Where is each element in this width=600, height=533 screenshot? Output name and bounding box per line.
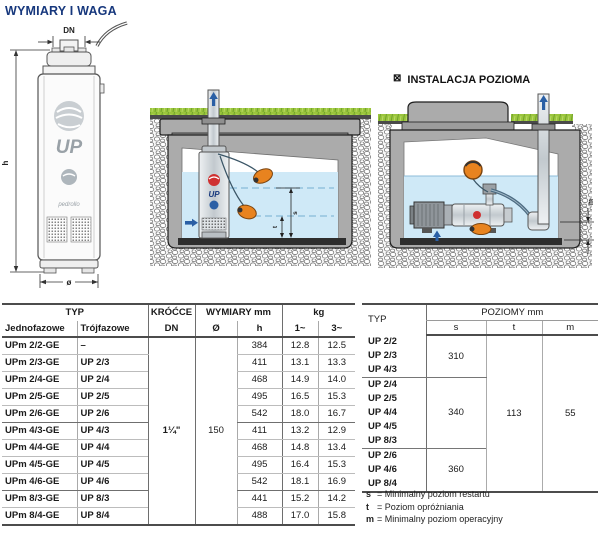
horizontal-installation-diagram	[378, 90, 600, 272]
page-title: WYMIARY I WAGA	[5, 4, 117, 18]
table-row: UPm 2/5-GE UP 2/5 495 16.5 15.3	[2, 389, 355, 406]
col-header-1ph: 1~	[282, 321, 318, 337]
t-label: t	[272, 225, 279, 229]
grass	[150, 108, 371, 115]
h-label: h	[1, 160, 10, 166]
cell-s-group2: 340	[426, 378, 486, 449]
table-row: UPm 4/5-GE UP 4/5 495 16.4 15.3	[2, 457, 355, 474]
horizontal-installation-title: INSTALACJA POZIOMA	[407, 74, 531, 86]
legend-text-s: = Minimalny poziom restartu	[377, 489, 490, 499]
cell-s-group3: 360	[426, 449, 486, 493]
cell-h: 384	[237, 337, 282, 355]
power-cable	[97, 23, 127, 46]
table-row: UP 8/4	[368, 478, 397, 490]
col-header-s: s	[426, 321, 486, 336]
levels-legend	[366, 489, 503, 527]
col-header-jednofazowe: Jednofazowe	[2, 321, 77, 337]
table-row: UPm 8/4-GE UP 8/4 488 17.0 15.8	[2, 508, 355, 526]
table-row: UPm 2/4-GE UP 2/4 468 14.9 14.0	[2, 372, 355, 389]
seal-logo	[61, 169, 77, 185]
legend-item-t	[366, 502, 503, 512]
legend-item-m	[366, 514, 503, 524]
col-header-h: h	[237, 321, 282, 337]
boxed-x-icon: ⊠	[393, 73, 402, 84]
pedrollo-brand-text: pedrollo	[58, 202, 80, 208]
table-row: UP 8/3	[362, 434, 598, 449]
legend-text-m: = Minimalny poziom operacyjny	[377, 514, 503, 524]
table-row: UPm 8/3-GE UP 8/3 441 15.2 14.2	[2, 491, 355, 508]
cell-dn-merged: 1¼"	[148, 337, 195, 525]
cell-m-merged: 55	[542, 335, 598, 492]
col-header-trojfazowe: Trójfazowe	[77, 321, 148, 337]
levels-table	[362, 303, 598, 493]
col-header-kg: kg	[282, 304, 355, 321]
col-header-krocce: KRÓĆCE	[148, 304, 195, 321]
cell-mono: UPm 2/2-GE	[2, 337, 77, 355]
col-header-m: m	[542, 321, 598, 336]
cell-t-merged: 113	[486, 335, 542, 492]
legend-key-t: t	[366, 501, 369, 512]
dn-label: DN	[63, 26, 75, 35]
table-row: UP 2/3	[368, 350, 397, 362]
cell-kg3: 12.5	[318, 337, 355, 355]
pump-up-label: UP	[208, 190, 220, 199]
cell-tri: –	[77, 337, 148, 355]
table-row: UP 2/2 310 113 55	[362, 335, 598, 349]
table-row: UP 4/3	[362, 363, 598, 378]
pump-logo-red	[208, 174, 220, 186]
table-row: UPm 4/3-GE UP 4/3 411 13.2 12.9	[2, 423, 355, 440]
cell-diameter-merged: 150	[195, 337, 237, 525]
s-label: s	[292, 211, 299, 215]
col-header-typ: TYP	[368, 314, 387, 326]
vertical-installation-diagram	[148, 88, 373, 270]
table-row: UPm 2/6-GE UP 2/6 542 18.0 16.7	[2, 406, 355, 423]
legend-key-m: m	[366, 514, 375, 524]
legend-item-s	[366, 489, 503, 499]
table-row: UP 4/6	[368, 464, 397, 476]
col-header-typ: TYP	[65, 307, 84, 319]
cell-kg1: 12.8	[282, 337, 318, 355]
col-header-t: t	[486, 321, 542, 336]
pump-technical-drawing	[0, 20, 150, 300]
up-logo-text: UP	[55, 137, 83, 158]
table-row: UP 2/4 340	[362, 378, 598, 393]
horizontal-installation-heading	[393, 74, 530, 86]
legend-text-t: = Poziom opróżniania	[377, 501, 464, 512]
table-row: UP 2/6 360	[362, 449, 598, 464]
dimensions-weight-table	[2, 303, 355, 526]
col-header-dn: DN	[148, 321, 195, 337]
pump-body	[38, 40, 104, 273]
table-row	[2, 337, 355, 355]
table-row: UPm 4/4-GE UP 4/4 468 14.8 13.4	[2, 440, 355, 457]
m-label: m	[588, 198, 595, 206]
diameter-label: ø	[66, 278, 72, 287]
grass	[378, 114, 410, 121]
submersible-pump	[199, 146, 229, 238]
table-row: UP 2/5	[368, 393, 397, 405]
legend-key-s: s	[366, 489, 372, 499]
col-header-poziomy: POZIOMY mm	[426, 304, 598, 321]
col-header-diameter: Ø	[195, 321, 237, 337]
col-header-wymiary: WYMIARY mm	[195, 304, 282, 321]
col-header-3ph: 3~	[318, 321, 355, 337]
table-row: UP 4/4	[368, 407, 397, 419]
table-row: UPm 2/3-GE UP 2/3 411 13.1 13.3	[2, 355, 355, 372]
table-row: UPm 4/6-GE UP 4/6 542 18.1 16.9	[2, 474, 355, 491]
cell-s-group1: 310	[426, 335, 486, 378]
table-row: UP 4/5	[368, 421, 397, 433]
